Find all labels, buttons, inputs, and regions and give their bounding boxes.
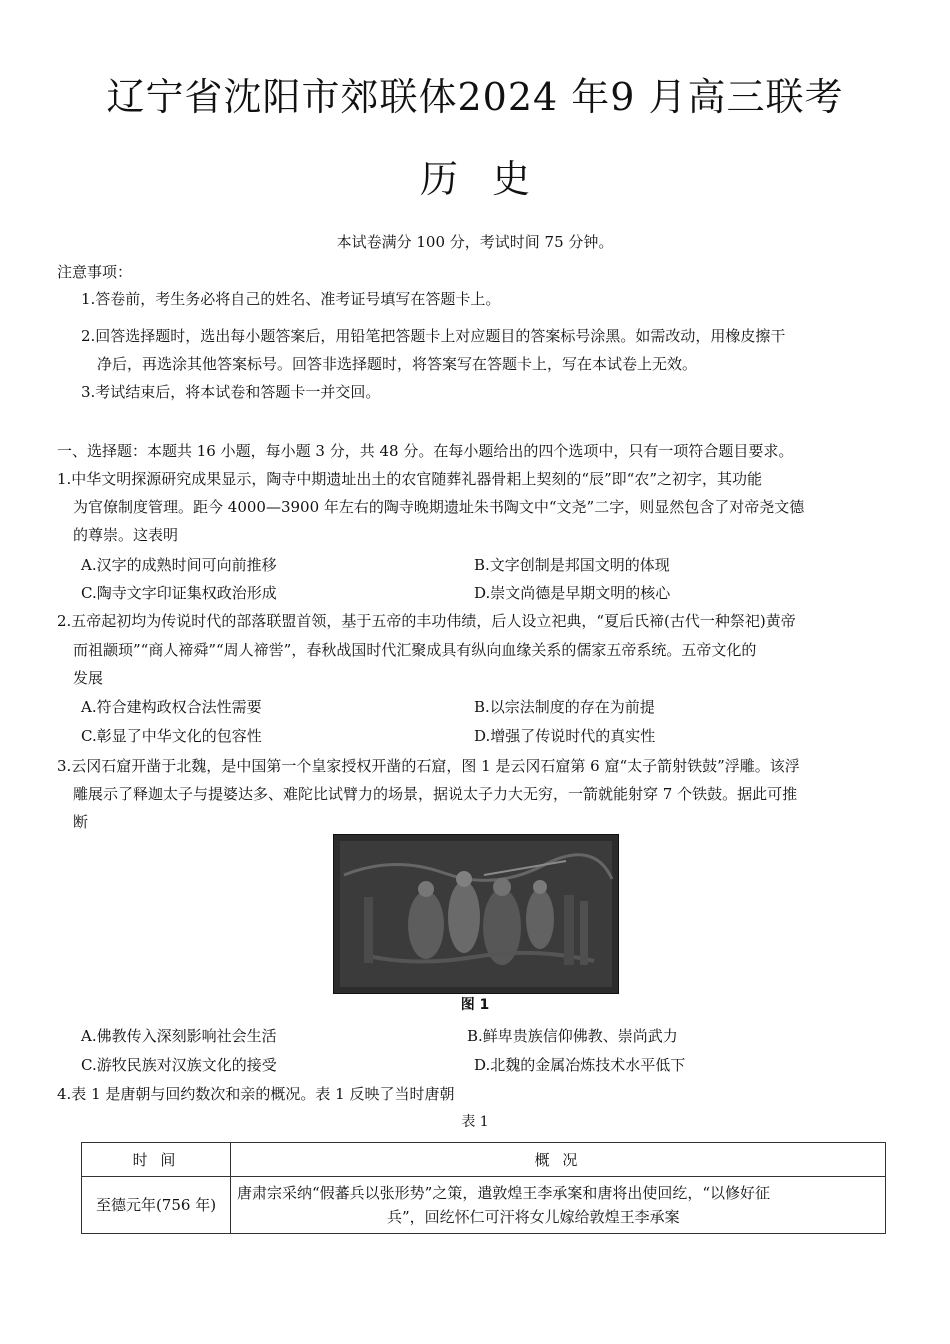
notice-item: 1.答卷前，考生务必将自己的姓名、准考证号填写在答题卡上。 — [81, 290, 501, 308]
question-3-line: 断 — [73, 813, 89, 831]
question-3-line: 3.云冈石窟开凿于北魏，是中国第一个皇家授权开凿的石窟，图 1 是云冈石窟第 6 窟“太子箭射铁鼓”浮雕。该浮 — [57, 757, 800, 775]
subject-title: 历史 — [419, 157, 564, 201]
question-2-option-c[interactable]: C.彰显了中华文化的包容性 — [81, 727, 262, 745]
relief-figure-image — [333, 834, 619, 994]
question-1-line: 为官僚制度管理。距今 4000—3900 年左右的陶寺晚期遗址朱书陶文中“文尧”二字，则显然包含了对帝尧文德 — [73, 498, 805, 516]
question-2-option-d[interactable]: D.增强了传说时代的真实性 — [474, 727, 656, 745]
question-3-option-c[interactable]: C.游牧民族对汉族文化的接受 — [81, 1056, 277, 1074]
table-cell-overview — [231, 1177, 886, 1234]
question-1-option-c[interactable]: C.陶寺文字印证集权政治形成 — [81, 584, 277, 602]
question-3-option-d[interactable]: D.北魏的金属冶炼技术水平低下 — [474, 1056, 686, 1074]
exam-info: 本试卷满分 100 分，考试时间 75 分钟。 — [336, 233, 614, 251]
question-3-option-b[interactable]: B.鲜卑贵族信仰佛教、崇尚武力 — [467, 1027, 678, 1045]
table-cell-time: 至德元年(756 年) — [82, 1177, 231, 1234]
exam-title: 辽宁省沈阳市郊联体2024 年9 月高三联考 — [106, 75, 844, 119]
question-2-line: 而祖颛顼”“商人禘舜”“周人禘喾”，春秋战国时代汇聚成具有纵向血缘关系的儒家五帝系统。五帝文化的 — [73, 641, 757, 659]
question-1-option-d[interactable]: D.崇文尚德是早期文明的核心 — [474, 584, 671, 602]
notice-item: 2.回答选择题时，选出每小题答案后，用铅笔把答题卡上对应题目的答案标号涂黑。如需改动，用橡皮擦干 — [81, 327, 786, 345]
table-caption: 表 1 — [461, 1114, 489, 1130]
overview-line: 兵”，回纥怀仁可汗将女儿嫁给敦煌王李承案 — [387, 1208, 680, 1226]
table-header-row — [82, 1143, 886, 1177]
heqin-table — [81, 1142, 886, 1234]
figure-caption: 图 1 — [460, 997, 490, 1013]
question-3-line: 雕展示了释迦太子与提婆达多、难陀比试臂力的场景，据说太子力大无穷，一箭就能射穿 7 个铁鼓。据此可推 — [73, 785, 798, 803]
section-heading: 一、选择题：本题共 16 小题，每小题 3 分，共 48 分。在每小题给出的四个选项中，只有一项符合题目要求。 — [57, 442, 794, 460]
table-header-time: 时 间 — [82, 1143, 231, 1177]
question-3-option-a[interactable]: A.佛教传入深刻影响社会生活 — [81, 1027, 277, 1045]
notice-item: 3.考试结束后，将本试卷和答题卡一并交回。 — [81, 383, 381, 401]
question-1-line: 的尊崇。这表明 — [73, 526, 179, 544]
overview-line: 唐肃宗采纳“假蕃兵以张形势”之策，遣敦煌王李承案和唐将出使回纥，“以修好征 — [237, 1184, 771, 1202]
question-2-option-b[interactable]: B.以宗法制度的存在为前提 — [474, 698, 655, 716]
question-2-option-a[interactable]: A.符合建构政权合法性需要 — [81, 698, 262, 716]
question-4-line: 4.表 1 是唐朝与回约数次和亲的概况。表 1 反映了当时唐朝 — [57, 1085, 455, 1103]
notice-heading: 注意事项： — [57, 263, 133, 281]
notice-item-continued: 净后，再选涂其他答案标号。回答非选择题时，将答案写在答题卡上，写在本试卷上无效。 — [97, 355, 698, 373]
question-1-option-a[interactable]: A.汉字的成熟时间可向前推移 — [81, 556, 277, 574]
table-header-overview: 概 况 — [231, 1143, 886, 1177]
table-row — [82, 1177, 886, 1234]
question-1-option-b[interactable]: B.文字创制是邦国文明的体现 — [474, 556, 670, 574]
question-2-line: 2.五帝起初均为传说时代的部落联盟首领，基于五帝的丰功伟绩，后人设立祀典，“夏后氏禘(古代一种祭祀)黄帝 — [57, 612, 796, 630]
question-1-line: 1.中华文明探源研究成果显示，陶寺中期遗址出土的农官随葬礼器骨耜上契刻的“辰”即“农”之初字，其功能 — [57, 470, 762, 488]
question-2-line: 发展 — [73, 669, 104, 687]
